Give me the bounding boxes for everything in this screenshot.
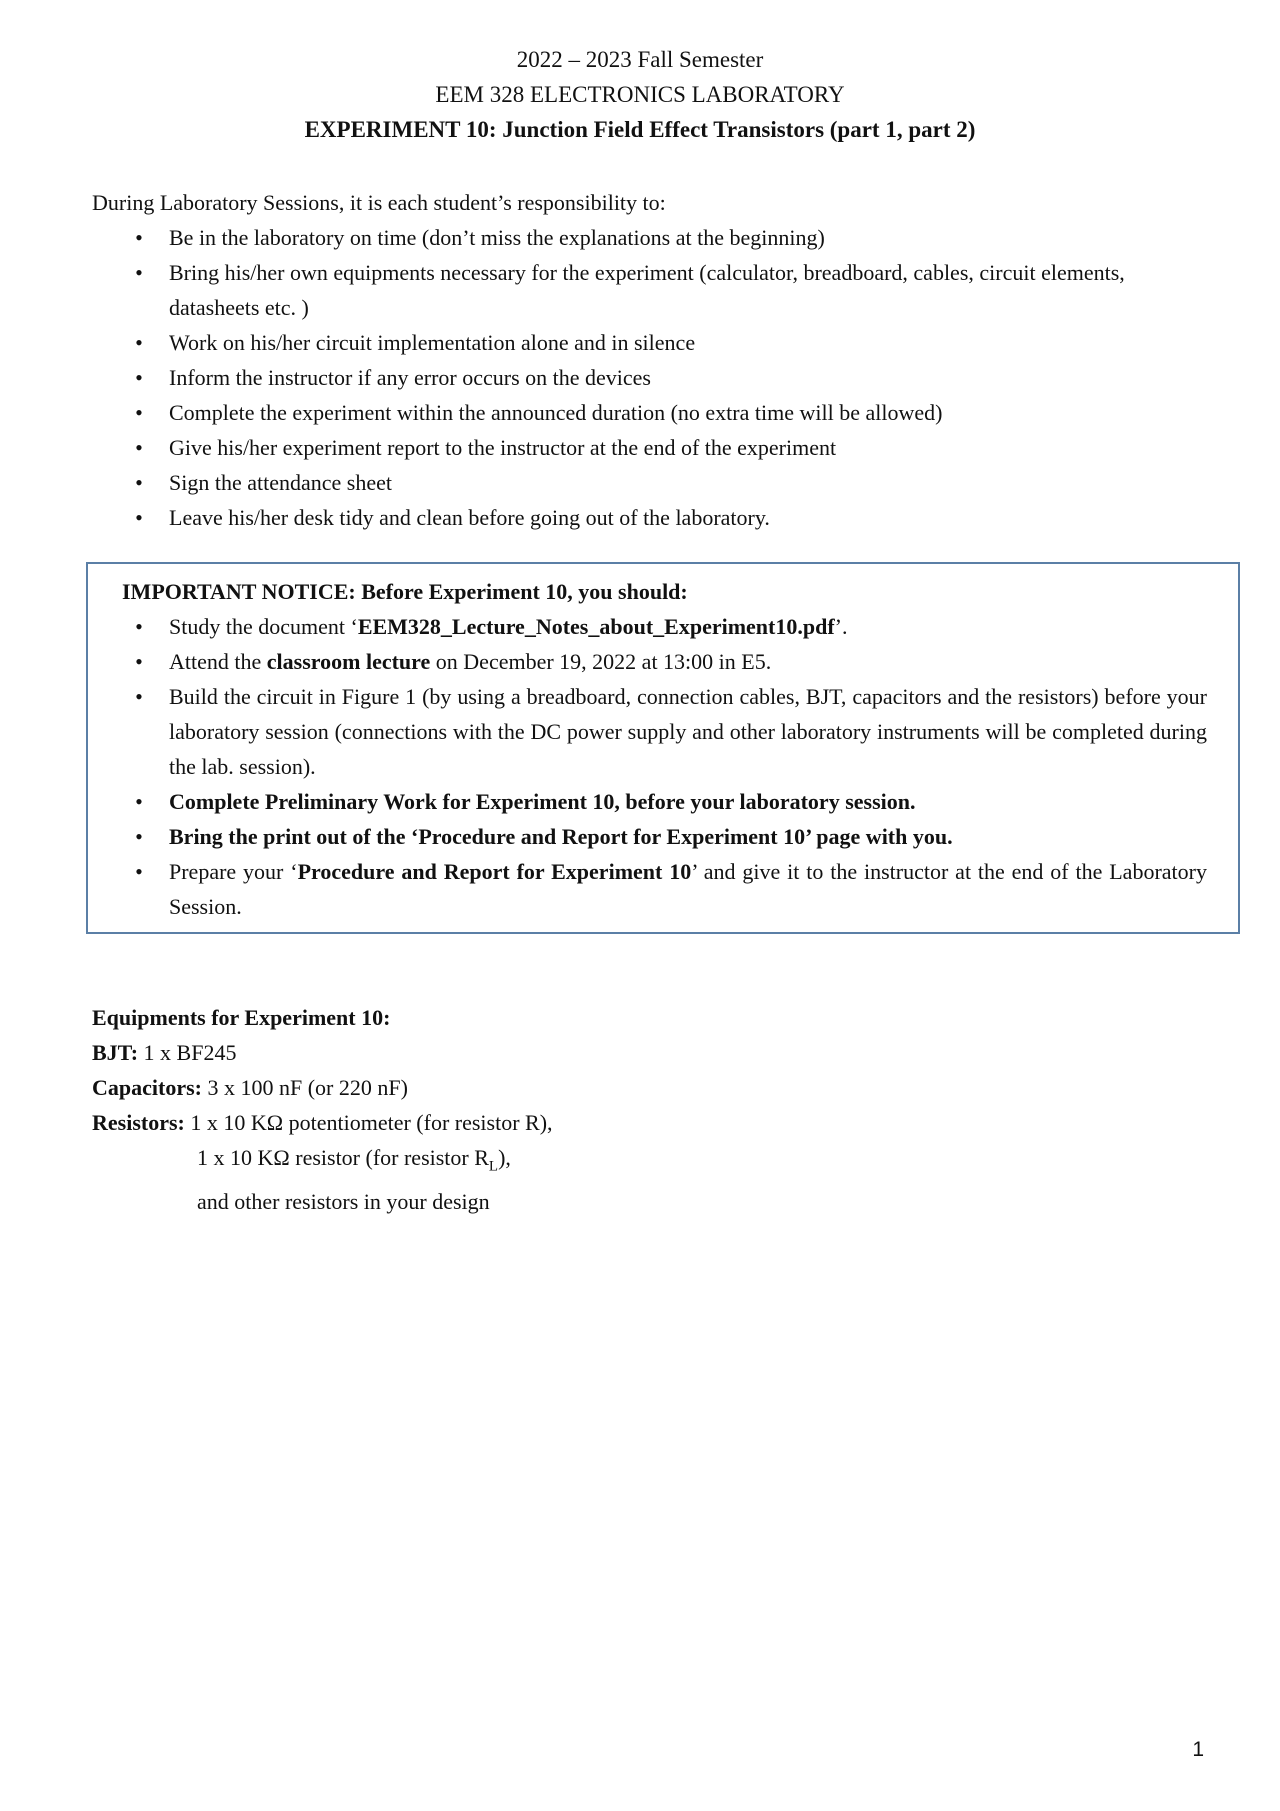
equipment-section bbox=[92, 1000, 553, 1219]
responsibilities-list bbox=[92, 220, 1207, 535]
bullet-icon: • bbox=[135, 435, 143, 460]
list-item: • Inform the instructor if any error occurs on the devices bbox=[92, 360, 1207, 395]
notice-list bbox=[92, 609, 1207, 924]
bullet-icon: • bbox=[135, 684, 143, 709]
list-item: • Give his/her experiment report to the instructor at the end of the experiment bbox=[92, 430, 1207, 465]
bullet-icon: • bbox=[135, 789, 143, 814]
capacitors-line: Capacitors: 3 x 100 nF (or 220 nF) bbox=[92, 1075, 408, 1100]
list-item: • Bring his/her own equipments necessary for the experiment (calculator, breadboard, cables, circuit elements, datasheets etc. ) bbox=[92, 255, 1207, 325]
list-item: • Complete Preliminary Work for Experiment 10, before your laboratory session. bbox=[92, 784, 1207, 819]
bullet-icon: • bbox=[135, 649, 143, 674]
responsibilities-intro: During Laboratory Sessions, it is each student’s responsibility to: bbox=[92, 190, 666, 215]
bullet-icon: • bbox=[135, 330, 143, 355]
list-item: • Prepare your ‘Procedure and Report for Experiment 10’ and give it to the instructor at the end of the Laboratory Session. bbox=[92, 854, 1207, 924]
bullet-icon: • bbox=[135, 470, 143, 495]
list-item: • Study the document ‘EEM328_Lecture_Notes_about_Experiment10.pdf’. bbox=[92, 609, 1207, 644]
bjt-line: BJT: 1 x BF245 bbox=[92, 1040, 237, 1065]
resistors-line-3: and other resistors in your design bbox=[197, 1189, 490, 1215]
equipment-heading: Equipments for Experiment 10: bbox=[92, 1005, 391, 1030]
list-item: • Build the circuit in Figure 1 (by using a breadboard, connection cables, BJT, capacitors and the resistors) before your laboratory session (connections with the DC power supply and other laboratory instruments will be completed during the lab. session). bbox=[92, 679, 1207, 784]
resistors-line: Resistors: 1 x 10 KΩ potentiometer (for resistor R), bbox=[92, 1110, 553, 1135]
bullet-icon: • bbox=[135, 365, 143, 390]
list-item: • Sign the attendance sheet bbox=[92, 465, 1207, 500]
course-title: EEM 328 ELECTRONICS LABORATORY bbox=[435, 82, 845, 107]
list-item: • Bring the print out of the ‘Procedure and Report for Experiment 10’ page with you. bbox=[92, 819, 1207, 854]
experiment-title: EXPERIMENT 10: Junction Field Effect Transistors (part 1, part 2) bbox=[304, 117, 976, 142]
page-number: 1 bbox=[1192, 1738, 1204, 1761]
list-item: • Work on his/her circuit implementation alone and in silence bbox=[92, 325, 1207, 360]
bullet-icon: • bbox=[135, 260, 143, 285]
resistors-line-2: 1 x 10 KΩ resistor (for resistor $R_L$), bbox=[197, 1145, 511, 1175]
bullet-icon: • bbox=[135, 505, 143, 530]
bullet-icon: • bbox=[135, 859, 143, 884]
list-item: • Leave his/her desk tidy and clean before going out of the laboratory. bbox=[92, 500, 1207, 535]
list-item: • Be in the laboratory on time (don’t miss the explanations at the beginning) bbox=[92, 220, 1207, 255]
bullet-icon: • bbox=[135, 824, 143, 849]
list-item: • Attend the classroom lecture on December 19, 2022 at 13:00 in E5. bbox=[92, 644, 1207, 679]
bullet-icon: • bbox=[135, 225, 143, 250]
bullet-icon: • bbox=[135, 614, 143, 639]
list-item: • Complete the experiment within the announced duration (no extra time will be allowed) bbox=[92, 395, 1207, 430]
document-header bbox=[0, 42, 1280, 147]
bullet-icon: • bbox=[135, 400, 143, 425]
semester-line: 2022 – 2023 Fall Semester bbox=[516, 47, 764, 72]
notice-heading: IMPORTANT NOTICE: Before Experiment 10, you should: bbox=[122, 579, 688, 604]
